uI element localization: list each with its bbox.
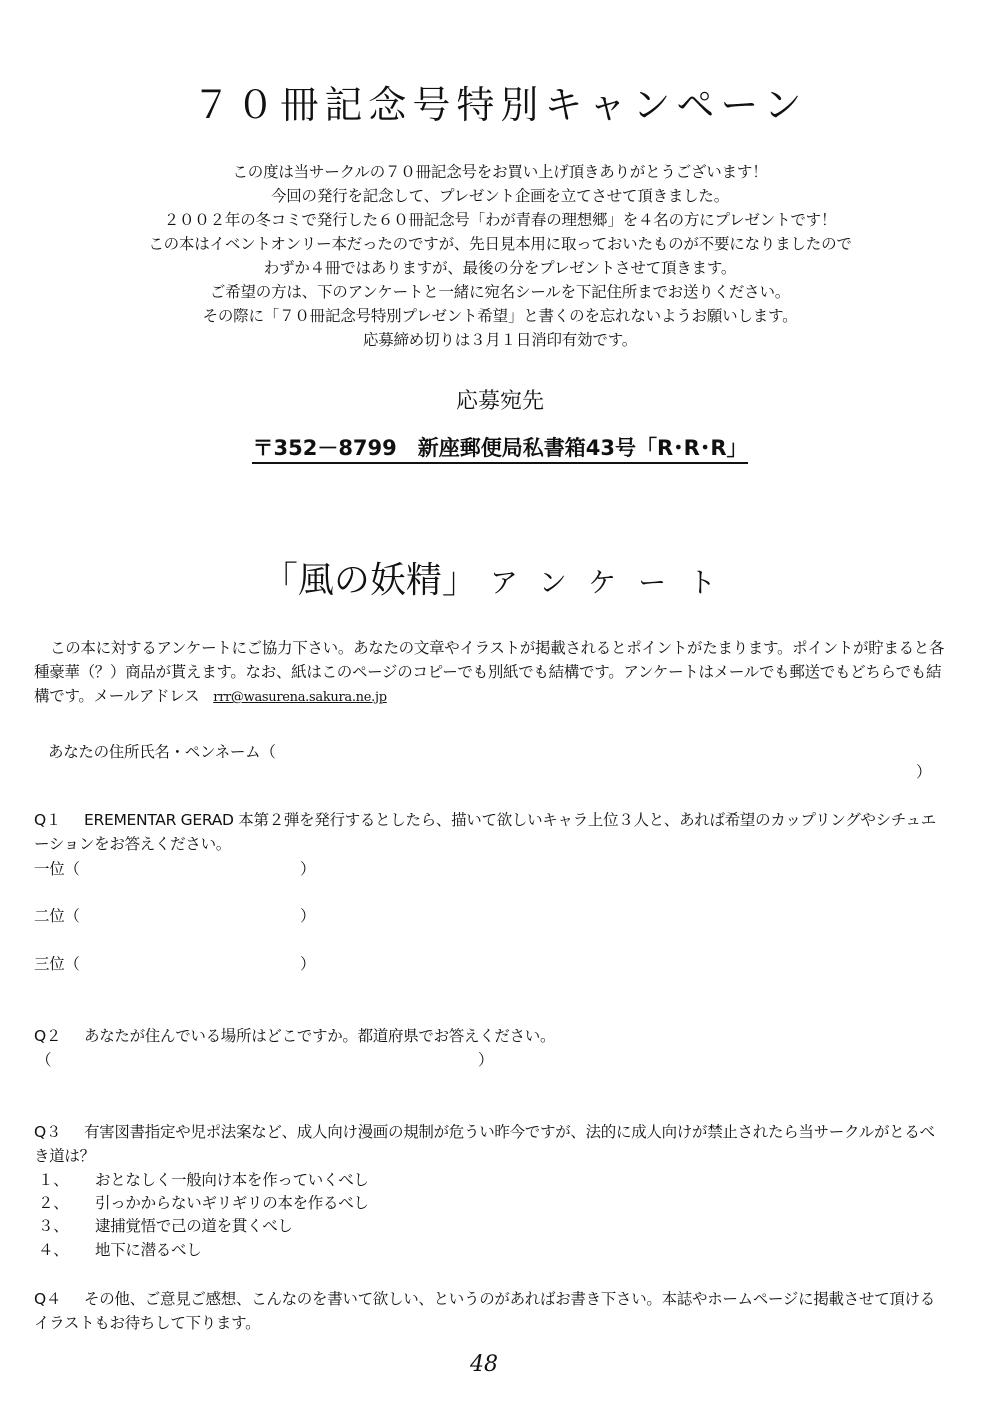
survey-intro <box>34 636 946 710</box>
question-4 <box>34 1287 946 1335</box>
question-3-label: Q３ <box>34 1123 62 1141</box>
question-2-text: あなたが住んでいる場所はどこですか。都道府県でお答えください。 <box>84 1027 556 1045</box>
survey-title-kana: アンケート <box>489 566 739 599</box>
option-3-text: 逮捕覚悟で己の道を貫くべし <box>95 1217 293 1235</box>
rank-2-label: 二位（ <box>34 907 80 925</box>
q2-open-paren: （ <box>36 1051 52 1069</box>
name-prompt: あなたの住所氏名・ペンネーム（ <box>48 743 276 761</box>
question-4-label: Q４ <box>34 1290 62 1308</box>
campaign-line: この本はイベントオンリー本だったのですが、先日見本用に取っておいたものが不要になりましたので <box>148 235 852 253</box>
question-2 <box>34 1024 946 1048</box>
campaign-line: ご希望の方は、下のアンケートと一緒に宛名シールを下記住所までお送りください。 <box>209 283 791 301</box>
rank-3-close-paren: ） <box>300 955 316 973</box>
email-link[interactable]: rrr@wasurena.sakura.ne.jp <box>213 690 387 705</box>
campaign-line: この度は当サークルの７０冊記念号をお買い上げ頂きありがとうございます！ <box>232 163 768 181</box>
survey-title-main: 「風の妖精」 <box>261 560 478 601</box>
campaign-body <box>0 160 1000 352</box>
option-2-text: 引っかからないギリギリの本を作るべし <box>95 1194 369 1212</box>
option-4-number: ４、 <box>38 1241 69 1259</box>
campaign-line: ２００２年の冬コミで発行した６０冊記念号「わが青春の理想郷」を４名の方にプレゼントです！ <box>163 211 837 229</box>
question-1-text: EREMENTAR GERAD 本第２弾を発行するとしたら、描いて欲しいキャラ上位３人と、あれば希望のカップリングやシチュエーションをお答えください。 <box>34 811 936 853</box>
q2-close-paren: ） <box>478 1051 494 1069</box>
question-3-text: 有害図書指定や児ポ法案など、成人向け漫画の規制が危うい昨今ですが、法的に成人向けが禁止されたら当サークルがとるべき道は？ <box>34 1123 935 1165</box>
mailing-address <box>0 432 1000 462</box>
campaign-line: 今回の発行を記念して、プレゼント企画を立てさせて頂きました。 <box>270 187 730 205</box>
survey-title <box>0 552 1000 603</box>
campaign-line: 応募締め切りは３月１日消印有効です。 <box>362 331 638 349</box>
question-2-label: Q２ <box>34 1027 62 1045</box>
name-close-paren: ） <box>916 763 932 781</box>
campaign-line: わずか４冊ではありますが、最後の分をプレゼントさせて頂きます。 <box>263 259 737 277</box>
question-1 <box>34 808 946 856</box>
page-number: 48 <box>470 1352 498 1377</box>
question-4-text: その他、ご意見ご感想、こんなのを書いて欲しい、というのがあればお書き下さい。本誌やホームページに掲載させて頂けるイラストもお待ちして下ります。 <box>34 1290 935 1332</box>
rank-1-label: 一位（ <box>34 860 80 878</box>
address-heading: 応募宛先 <box>455 389 544 414</box>
rank-1-close-paren: ） <box>300 860 316 878</box>
mailing-address-text: 〒352－8799 新座郵便局私書箱43号「R･R･R」 <box>252 436 747 464</box>
question-1-label: Q１ <box>34 811 62 829</box>
option-1-text: おとなしく一般向け本を作っていくべし <box>95 1171 369 1189</box>
rank-2-close-paren: ） <box>300 907 316 925</box>
option-3-number: ３、 <box>38 1217 69 1235</box>
campaign-title: ７０冊記念号特別キャンペーン <box>192 83 808 127</box>
option-4-text: 地下に潜るべし <box>95 1241 202 1259</box>
campaign-line: その際に「７０冊記念号特別プレゼント希望」と書くのを忘れないようお願いします。 <box>202 307 798 325</box>
question-3 <box>34 1120 946 1168</box>
rank-3-label: 三位（ <box>34 955 80 973</box>
survey-intro-text: この本に対するアンケートにご協力下さい。あなたの文章やイラストが掲載されるとポイントがたまります。ポイントが貯まると各種豪華（？）商品が貰えます。なお、紙はこのページのコピーでも別紙でも結構です。アンケートはメールでも郵送でもどちらでも結構です。メールアドレス <box>34 639 945 705</box>
option-1-number: １、 <box>38 1171 69 1189</box>
option-2-number: ２、 <box>38 1194 69 1212</box>
